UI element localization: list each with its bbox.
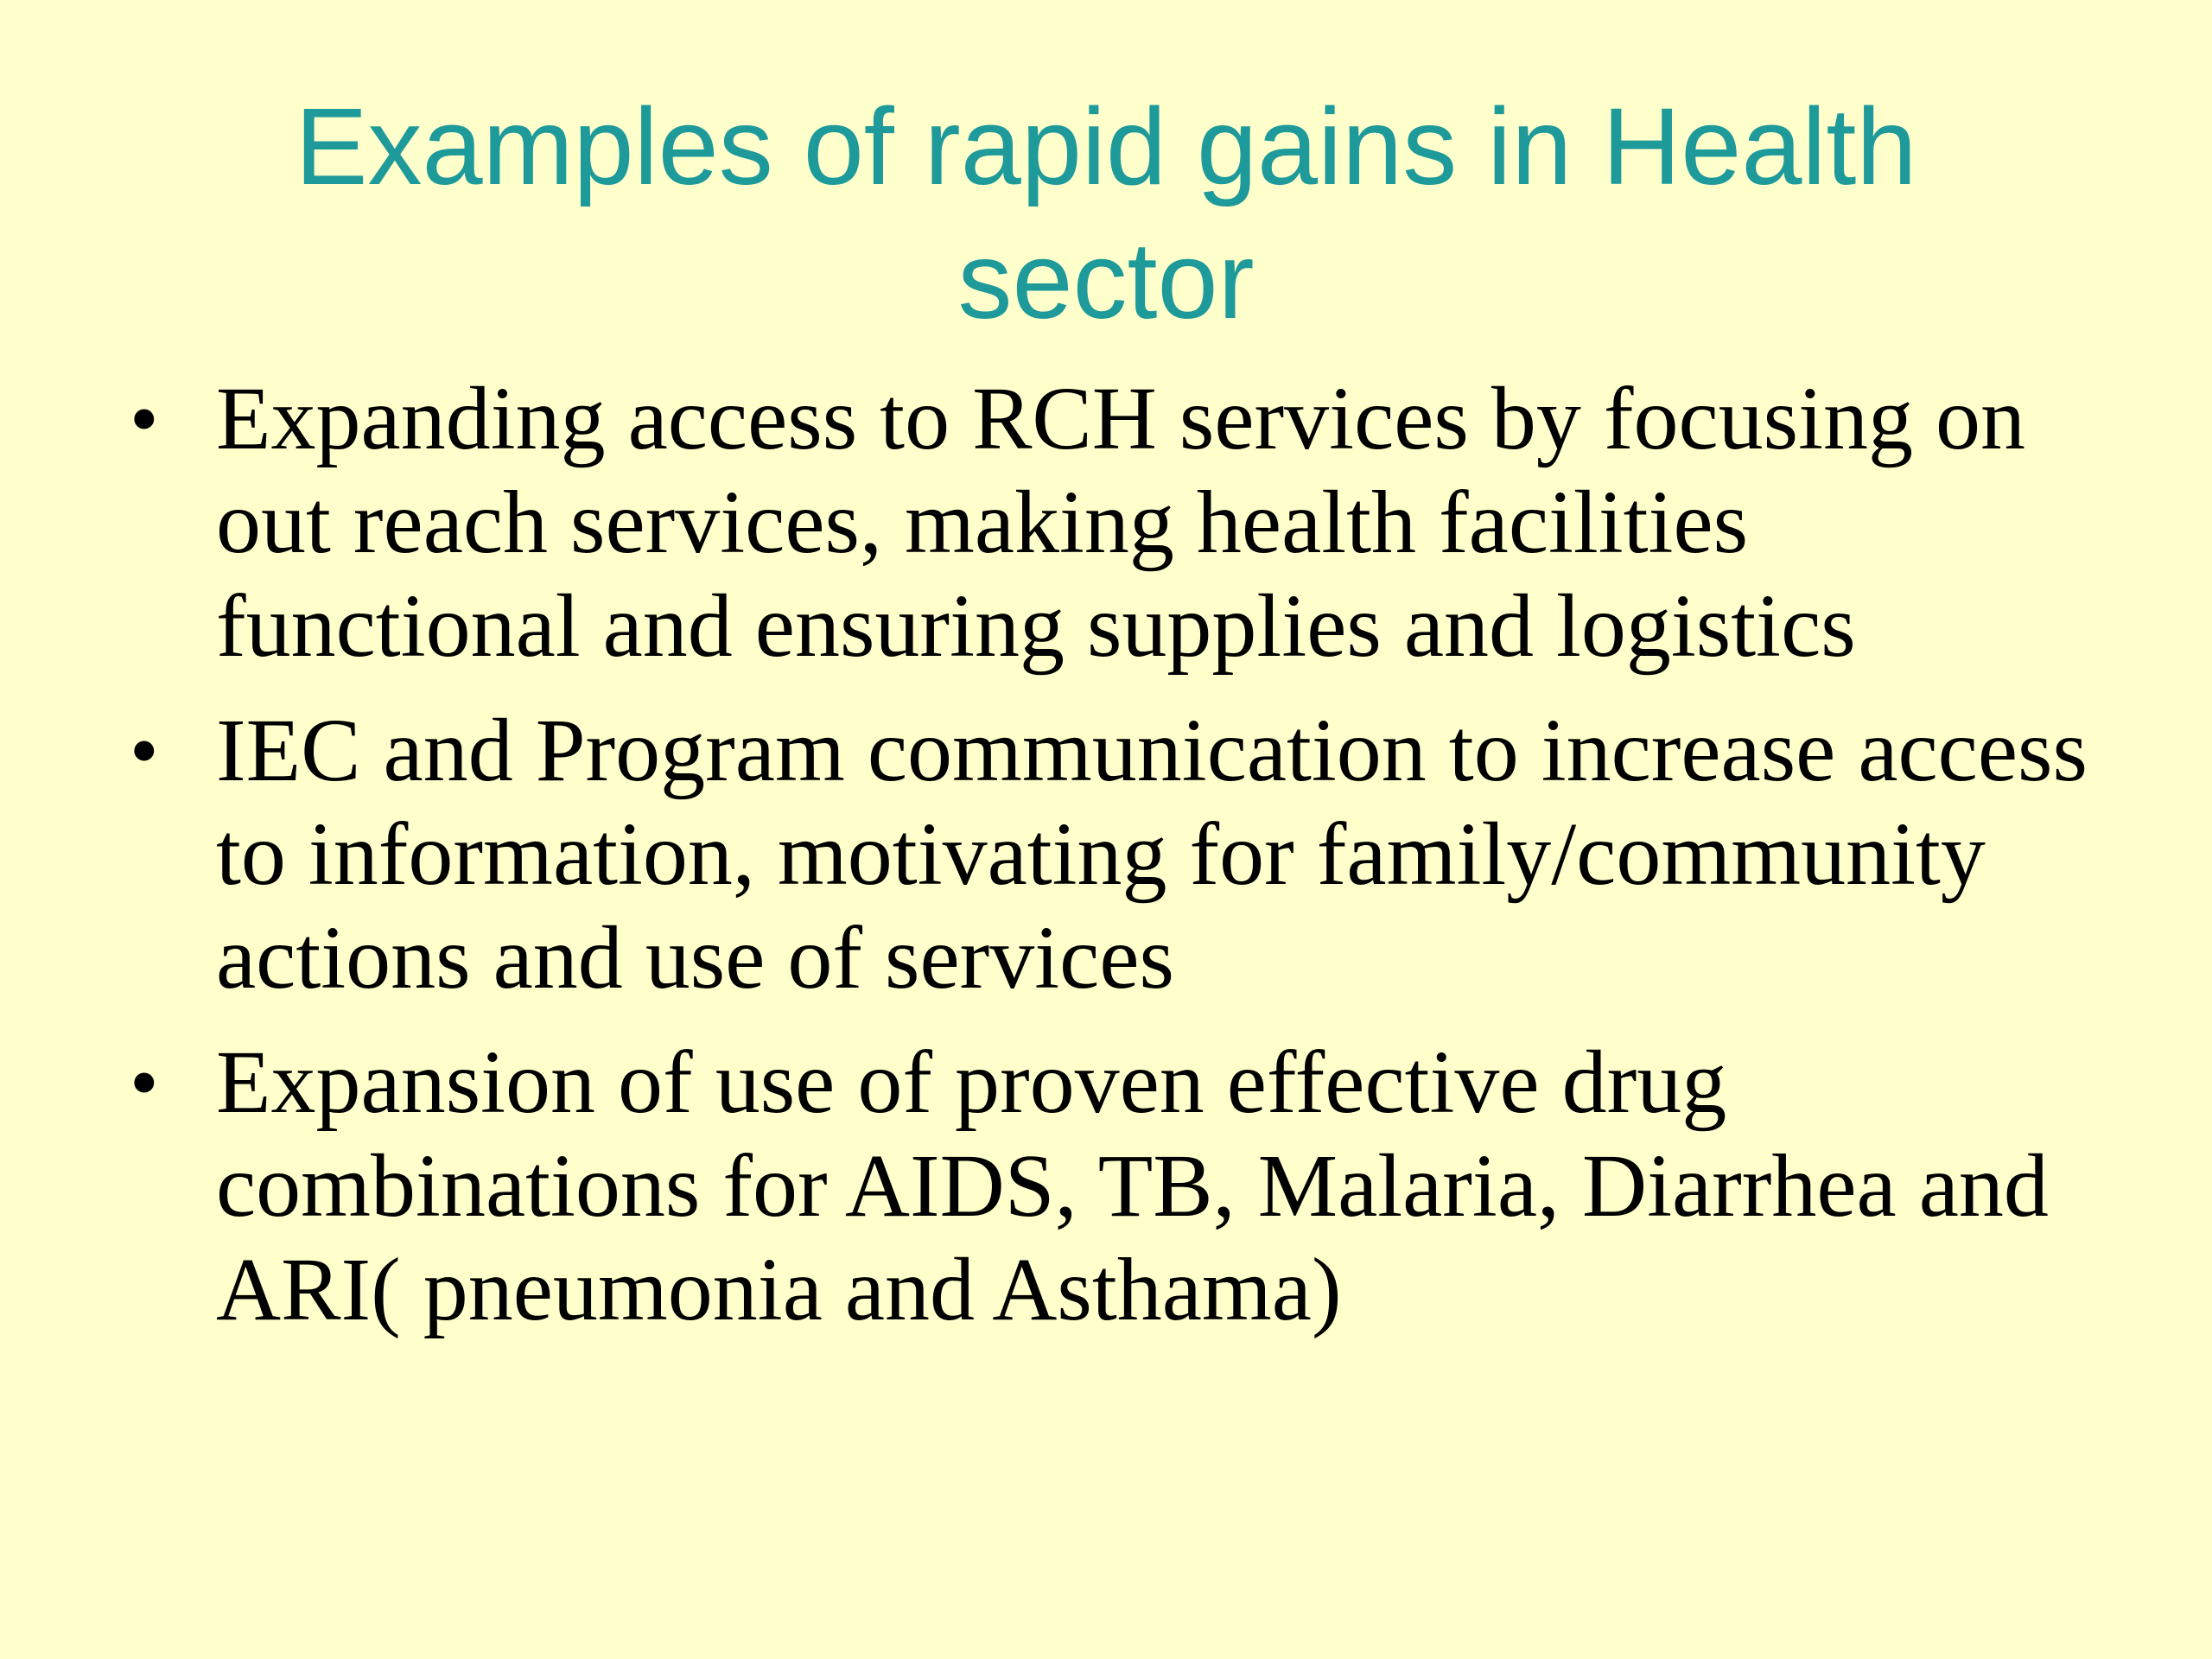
bullet-list [130,367,2091,1363]
bullet-dot-icon: • [130,1036,159,1128]
bullet-dot-icon: • [130,704,159,797]
bullet-text: Expansion of use of proven effective drug combinations for AIDS, TB, Malaria, Diarrhea and ARI( pneumonia and Asthama) [216,1033,2049,1339]
slide-title [0,79,2212,347]
bullet-item-rch-access [130,367,2091,678]
bullet-item-iec-communication [130,699,2091,1010]
slide-title-line-1: Examples of rapid gains in Health [295,86,1917,207]
bullet-item-drug-combinations [130,1031,2091,1342]
slide-title-line-2: sector [957,219,1255,341]
bullet-text: Expanding access to RCH services by focusing on out reach services, making health facilities functional and ensuring supplies and logistics [216,369,2026,676]
bullet-text: IEC and Program communication to increase access to information, motivating for family/community actions and use of services [216,701,2088,1007]
bullet-dot-icon: • [130,372,159,465]
